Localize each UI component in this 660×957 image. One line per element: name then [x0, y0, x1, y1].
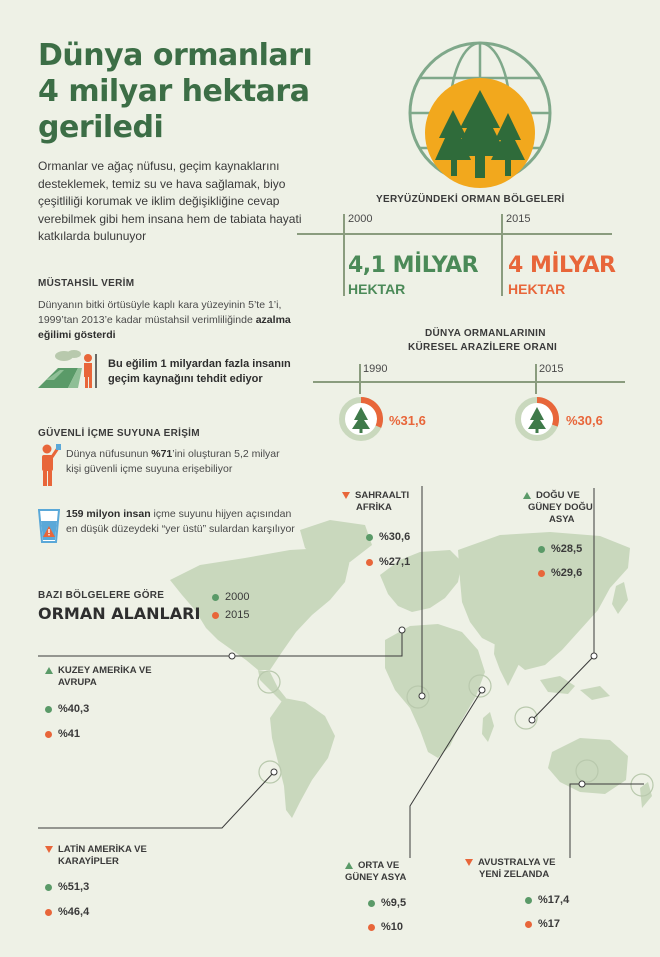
legend-heading-1: BAZI BÖLGELERE GÖRE — [38, 590, 165, 601]
legend-heading-2: ORMAN ALANLARI — [38, 604, 201, 623]
legend-item-2015: 2015 — [212, 606, 249, 624]
region-5-v2000: %17,4 — [525, 894, 569, 906]
land-ratio-heading-2: KÜRESEL ARAZİLERE ORANI — [408, 342, 558, 353]
forest-value-2015: 4 MİLYAR — [508, 253, 616, 278]
region-4-v2015: %10 — [368, 921, 403, 933]
region-3-v2000: %51,3 — [45, 881, 89, 893]
region-1-v2000: %28,5 — [538, 543, 582, 555]
region-2-v2000: %40,3 — [45, 703, 89, 715]
trend-down-icon — [465, 859, 473, 866]
legend-item-2000: 2000 — [212, 588, 249, 606]
productivity-text: Dünyanın bitki örtüsüyle kaplı kara yüzeyinin 5’te 1’i, 1999’tan 2013’e kadar müstahsil verimliliğinde azalma eğilimi gösterdi — [38, 299, 291, 341]
region-2-v2015: %41 — [45, 728, 80, 740]
forest-year-2000: 2000 — [348, 213, 373, 225]
trend-up-icon — [45, 667, 53, 674]
ratio-year-2015: 2015 — [539, 363, 564, 375]
trend-down-icon — [342, 492, 350, 499]
region-australia-nz: AVUSTRALYA VE YENİ ZELANDA — [465, 857, 555, 881]
productivity-heading: MÜSTAHSİL VERİM — [38, 278, 135, 289]
region-3-v2015: %46,4 — [45, 906, 89, 918]
intro-text: Ormanlar ve ağaç nüfusu, geçim kaynaklarını desteklemek, temiz su ve hava sağlamak, biyo çeşitliliği korumak ve iklim değişikliğine cevap verebilmek gibi hem insana hem de tabiata hayati katkılarda bulunuyor — [38, 159, 302, 243]
forest-regions-heading: YERYÜZÜNDEKİ ORMAN BÖLGELERİ — [376, 194, 565, 205]
region-1-v2015: %29,6 — [538, 567, 582, 579]
legend-green-dot — [212, 594, 219, 601]
region-4-v2000: %9,5 — [368, 897, 406, 909]
trend-up-icon — [345, 862, 353, 869]
trend-up-icon — [523, 492, 531, 499]
region-5-v2015: %17 — [525, 918, 560, 930]
region-east-southeast-asia: DOĞU VE GÜNEY DOĞU ASYA — [523, 490, 593, 526]
water-heading: GÜVENLİ İÇME SUYUNA ERİŞİM — [38, 428, 200, 439]
region-latin-america: LATİN AMERİKA VE KARAYİPLER — [45, 844, 147, 868]
ratio-year-1990: 1990 — [363, 363, 388, 375]
forest-value-2000: 4,1 MİLYAR — [348, 253, 479, 278]
forest-year-2015: 2015 — [506, 213, 531, 225]
water-text-2: 159 milyon insan içme suyunu hijyen açısından en düşük düzeydeki “yer üstü” sulardan karşılıyor — [66, 508, 295, 535]
land-ratio-heading-1: DÜNYA ORMANLARININ — [425, 328, 546, 339]
ratio-pct-2015: %30,6 — [566, 413, 603, 428]
forest-unit-2015: HEKTAR — [508, 281, 566, 297]
region-north-america-europe: KUZEY AMERİKA VE AVRUPA — [45, 665, 152, 689]
region-0-v2015: %27,1 — [366, 556, 410, 568]
productivity-callout: Bu eğilim 1 milyardan fazla insanın geçim kaynağını tehdit ediyor — [108, 358, 291, 385]
region-0-v2000: %30,6 — [366, 531, 410, 543]
trend-down-icon — [45, 846, 53, 853]
page-title: Dünya ormanları 4 milyar hektara geriledi — [38, 38, 313, 145]
water-text-1: Dünya nüfusunun %71’ini oluşturan 5,2 milyar kişi güvenli içme suyuna erişebiliyor — [66, 448, 280, 475]
region-central-south-asia: ORTA VE GÜNEY ASYA — [345, 860, 407, 883]
legend-orange-dot — [212, 612, 219, 619]
forest-unit-2000: HEKTAR — [348, 281, 406, 297]
ratio-pct-1990: %31,6 — [389, 413, 426, 428]
region-sub-saharan-africa: SAHRAALTI AFRİKA — [342, 490, 409, 514]
